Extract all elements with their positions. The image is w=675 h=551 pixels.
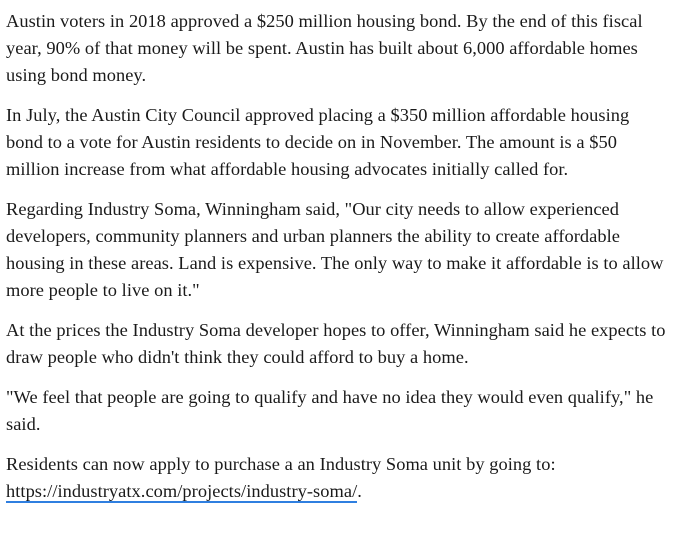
apply-text-end: .: [357, 481, 362, 501]
industry-soma-link[interactable]: https://industryatx.com/projects/industry-soma/: [6, 481, 358, 501]
paragraph-qualify-quote: "We feel that people are going to qualify and have no idea they would even qualify," he said.: [6, 387, 654, 434]
paragraph-apply-info: [6, 451, 667, 505]
paragraph-winningham-quote: Regarding Industry Soma, Winningham said, "Our city needs to allow experienced developers, community planners and urban planners the ability to create affordable housing in these areas. Land is expensive. The only way to make it affordable is to allow more people to live on it.": [6, 199, 664, 300]
paragraph-council-bond-vote: In July, the Austin City Council approved placing a $350 million affordable housing bond to a vote for Austin residents to decide on in November. The amount is a $50 million increase from what affordable housing advocates initially called for.: [6, 105, 630, 179]
apply-text: Residents can now apply to purchase a an Industry Soma unit by going to:: [6, 454, 556, 474]
paragraph-housing-bond-2018: Austin voters in 2018 approved a $250 million housing bond. By the end of this fiscal year, 90% of that money will be spent. Austin has built about 6,000 affordable homes using bond money.: [6, 11, 643, 85]
paragraph-developer-prices: At the prices the Industry Soma developer hopes to offer, Winningham said he expects to draw people who didn't think they could afford to buy a home.: [6, 320, 666, 367]
